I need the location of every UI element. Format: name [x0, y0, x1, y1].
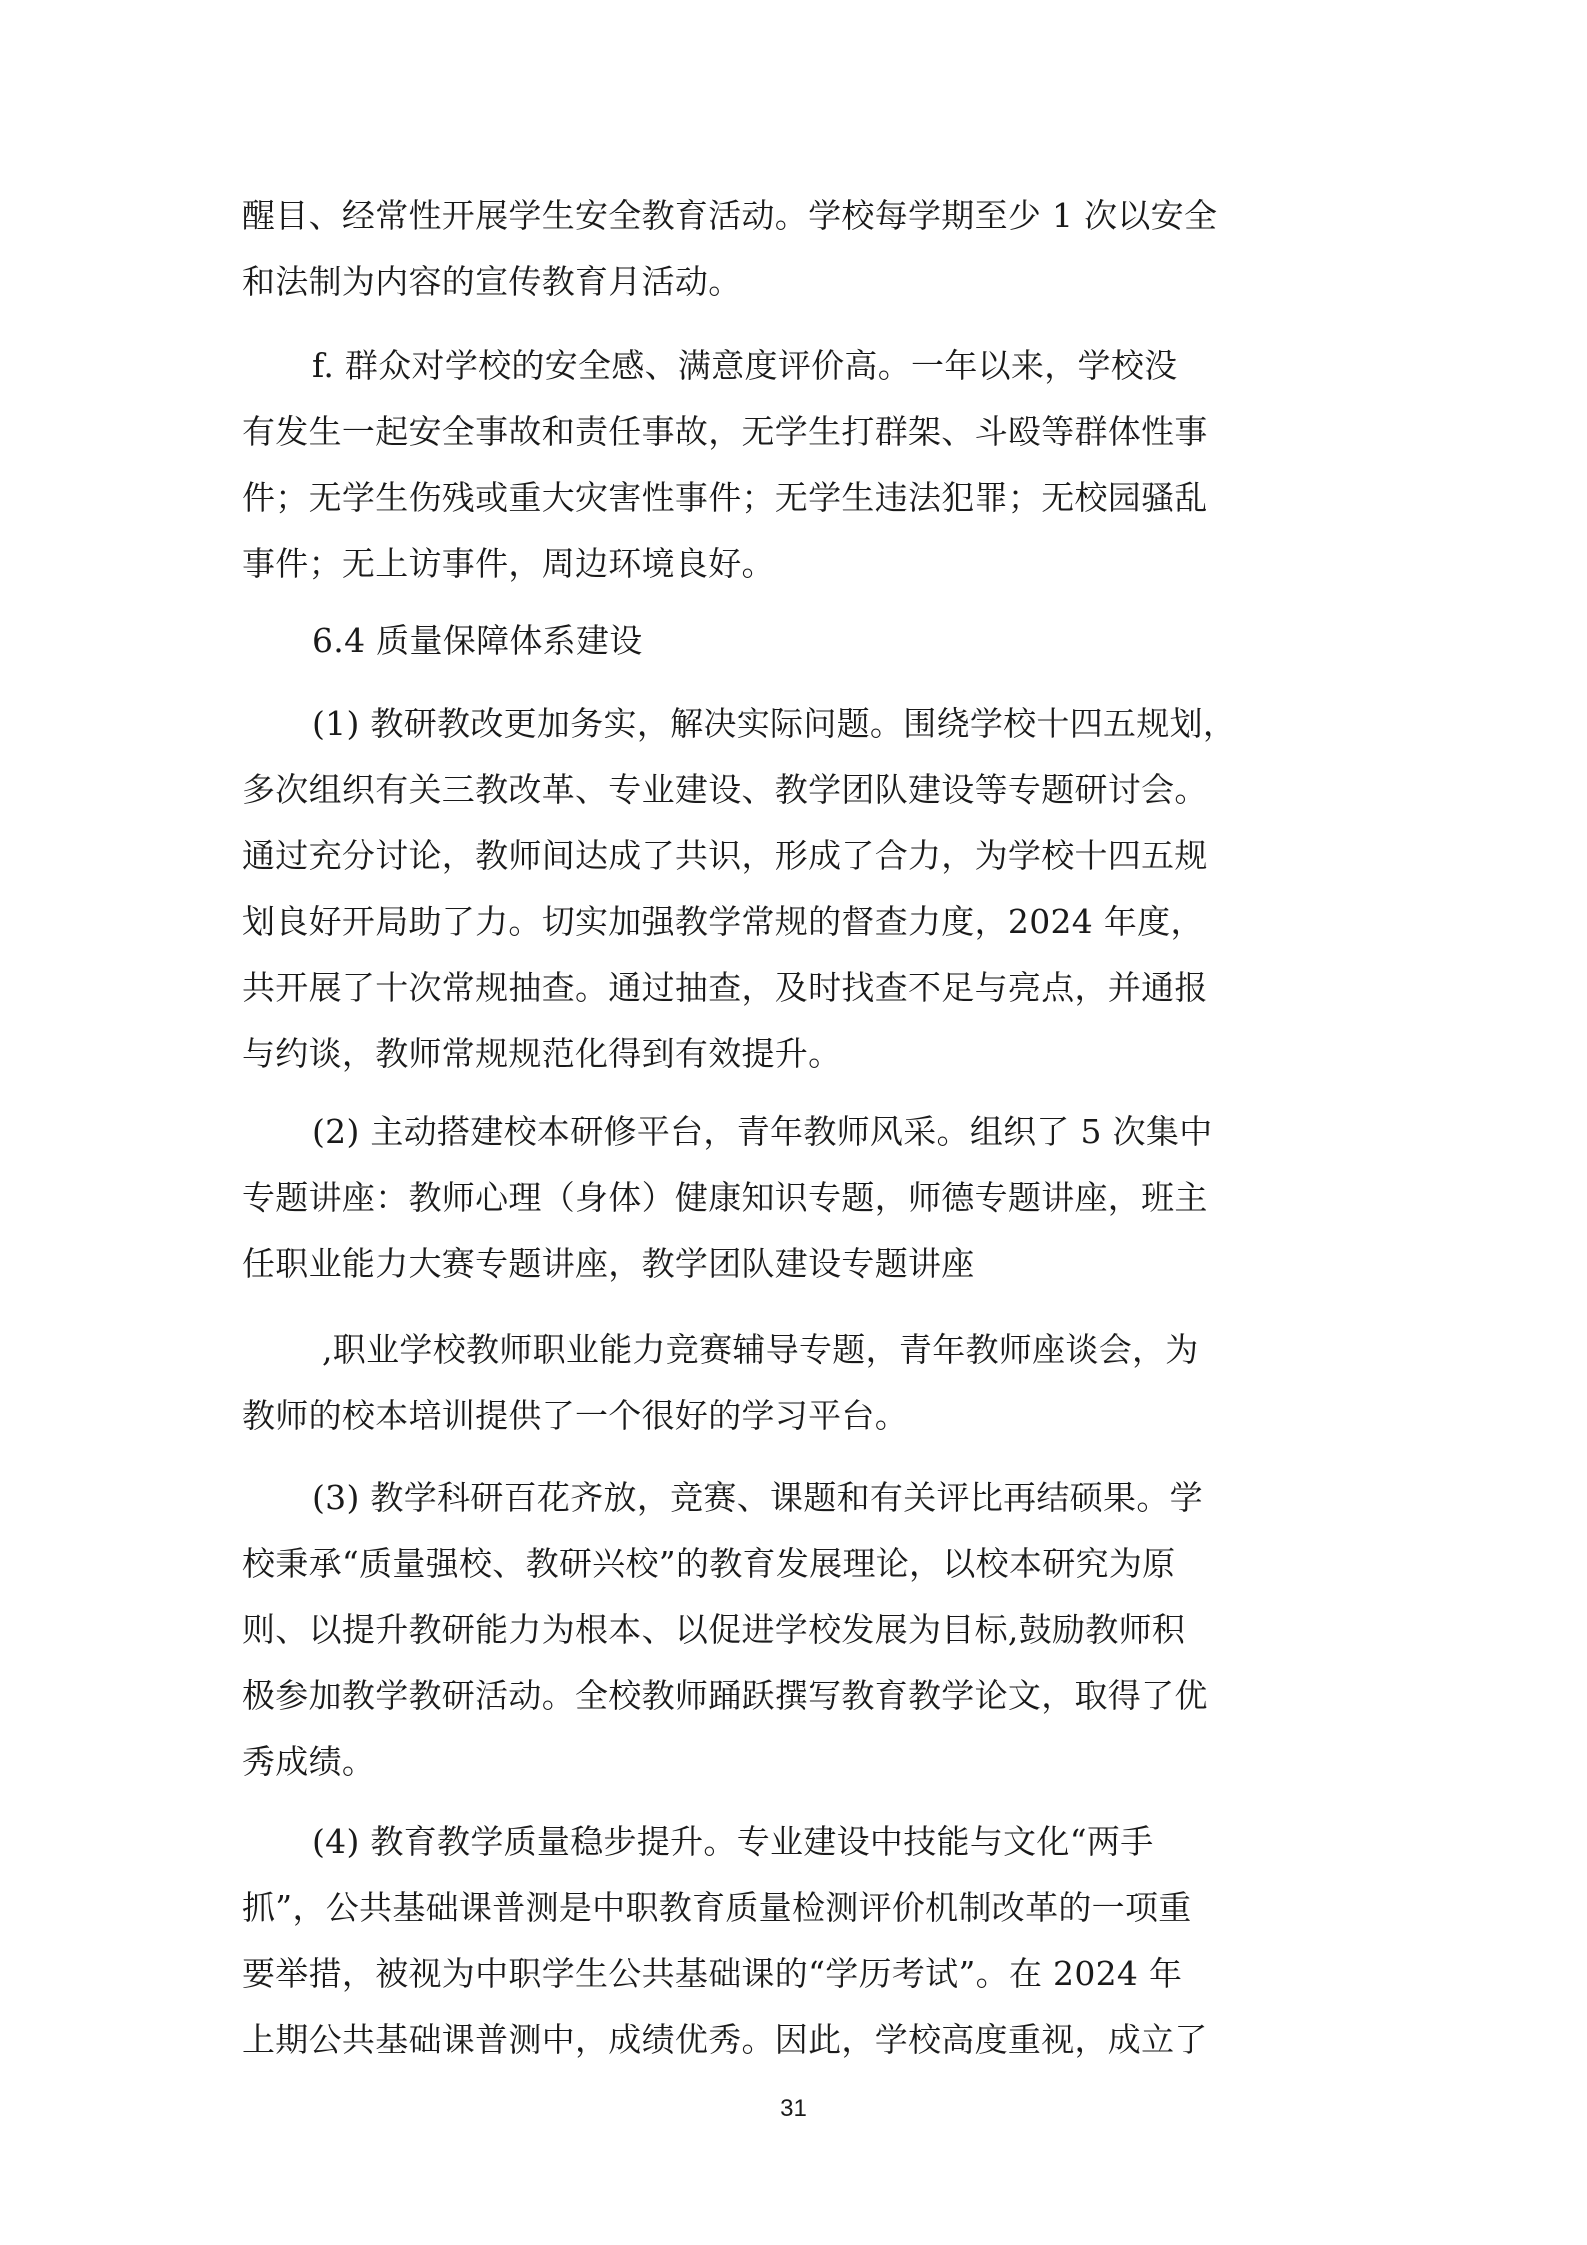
text-line: 上期公共基础课普测中，成绩优秀。因此，学校高度重视，成立了 [242, 2020, 1208, 2059]
text-line: 通过充分讨论，教师间达成了共识，形成了合力，为学校十四五规 [242, 836, 1208, 875]
text-line: 极参加教学教研活动。全校教师踊跃撰写教育教学论文，取得了优 [242, 1676, 1208, 1715]
text-line: 有发生一起安全事故和责任事故，无学生打群架、斗殴等群体性事 [242, 412, 1208, 451]
text-line: 共开展了十次常规抽查。通过抽查，及时找查不足与亮点，并通报 [242, 968, 1208, 1007]
text-line: 任职业能力大赛专题讲座，教学团队建设专题讲座 [242, 1244, 975, 1283]
text-line: 校秉承“质量强校、教研兴校”的教育发展理论，以校本研究为原 [242, 1544, 1176, 1583]
text-line: 秀成绩。 [242, 1742, 376, 1781]
text-line: 与约谈，教师常规规范化得到有效提升。 [242, 1034, 842, 1073]
text-line: 多次组织有关三教改革、专业建设、教学团队建设等专题研讨会。 [242, 770, 1208, 809]
text-line: 抓”，公共基础课普测是中职教育质量检测评价机制改革的一项重 [242, 1888, 1192, 1927]
text-line: 件；无学生伤残或重大灾害性事件；无学生违法犯罪；无校园骚乱 [242, 478, 1208, 517]
text-line: 和法制为内容的宣传教育月活动。 [242, 262, 742, 301]
text-line: (1) 教研教改更加务实，解决实际问题。围绕学校十四五规划， [312, 704, 1237, 743]
section-heading: 6.4 质量保障体系建设 [312, 621, 643, 660]
text-line: 教师的校本培训提供了一个很好的学习平台。 [242, 1396, 908, 1435]
text-line: 专题讲座：教师心理（身体）健康知识专题，师德专题讲座，班主 [242, 1178, 1208, 1217]
text-line: (4) 教育教学质量稳步提升。专业建设中技能与文化“两手 [312, 1822, 1154, 1861]
text-line: 则、以提升教研能力为根本、以促进学校发展为目标,鼓励教师积 [242, 1610, 1186, 1649]
text-line: f. 群众对学校的安全感、满意度评价高。一年以来，学校没 [312, 346, 1178, 385]
text-line: 划良好开局助了力。切实加强教学常规的督查力度，2024 年度， [242, 902, 1204, 941]
text-line: 要举措，被视为中职学生公共基础课的“学历考试”。在 2024 年 [242, 1954, 1183, 1993]
text-line: 事件；无上访事件，周边环境良好。 [242, 544, 775, 583]
text-line: ,职业学校教师职业能力竞赛辅导专题，青年教师座谈会，为 [322, 1330, 1199, 1369]
text-line: (3) 教学科研百花齐放，竞赛、课题和有关评比再结硕果。学 [312, 1478, 1203, 1517]
text-line: (2) 主动搭建校本研修平台，青年教师风采。组织了 5 次集中 [312, 1112, 1213, 1151]
text-line: 醒目、经常性开展学生安全教育活动。学校每学期至少 1 次以安全 [242, 196, 1218, 235]
page-number: 31 [780, 2095, 807, 2122]
